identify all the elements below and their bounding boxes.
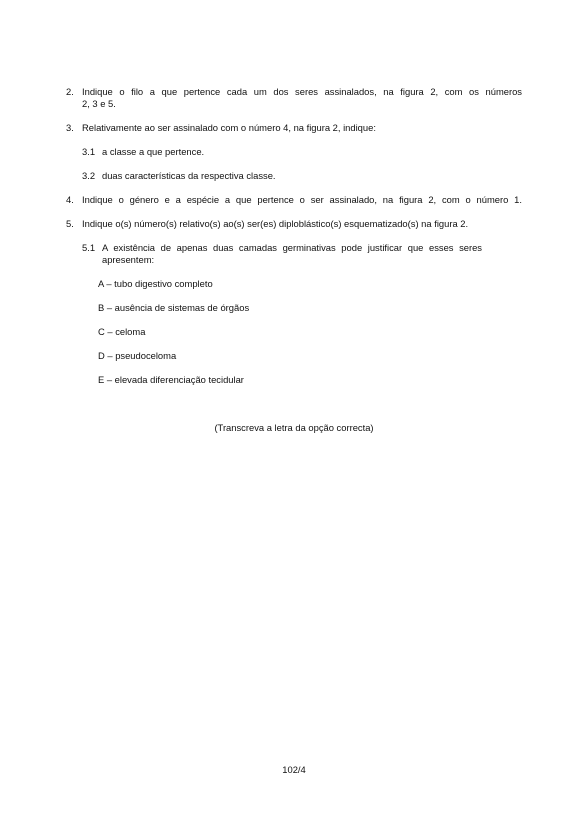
subquestion-number: 3.1	[82, 146, 96, 157]
question-text-continued: 2, 3 e 5.	[82, 98, 116, 109]
subquestion-text-continued: apresentem:	[102, 254, 155, 265]
answer-instruction: (Transcreva a letra da opção correcta)	[214, 422, 374, 433]
question-number: 2.	[66, 86, 74, 97]
subquestion-text: A existência de apenas duas camadas germinativas pode justificar que esses seres	[102, 242, 482, 253]
option-b: B – ausência de sistemas de órgãos	[98, 302, 250, 313]
page-number: 102/4	[282, 764, 306, 775]
question-number: 3.	[66, 122, 74, 133]
option-e: E – elevada diferenciação tecidular	[98, 374, 244, 385]
question-text: Indique o(s) número(s) relativo(s) ao(s) ser(es) diploblástico(s) esquematizado(s) na figura 2.	[82, 218, 469, 229]
question-text: Indique o filo a que pertence cada um dos seres assinalados, na figura 2, com os números	[82, 86, 522, 97]
question-number: 4.	[66, 194, 74, 205]
question-text: Relativamente ao ser assinalado com o número 4, na figura 2, indique:	[82, 122, 376, 133]
option-a: A – tubo digestivo completo	[98, 278, 213, 289]
subquestion-number: 3.2	[82, 170, 96, 181]
subquestion-text: duas características da respectiva classe.	[102, 170, 276, 181]
option-d: D – pseudoceloma	[98, 350, 177, 361]
question-number: 5.	[66, 218, 74, 229]
subquestion-number: 5.1	[82, 242, 96, 253]
question-text: Indique o género e a espécie a que pertence o ser assinalado, na figura 2, com o número 1.	[82, 194, 522, 205]
option-c: C – celoma	[98, 326, 146, 337]
subquestion-text: a classe a que pertence.	[102, 146, 205, 157]
